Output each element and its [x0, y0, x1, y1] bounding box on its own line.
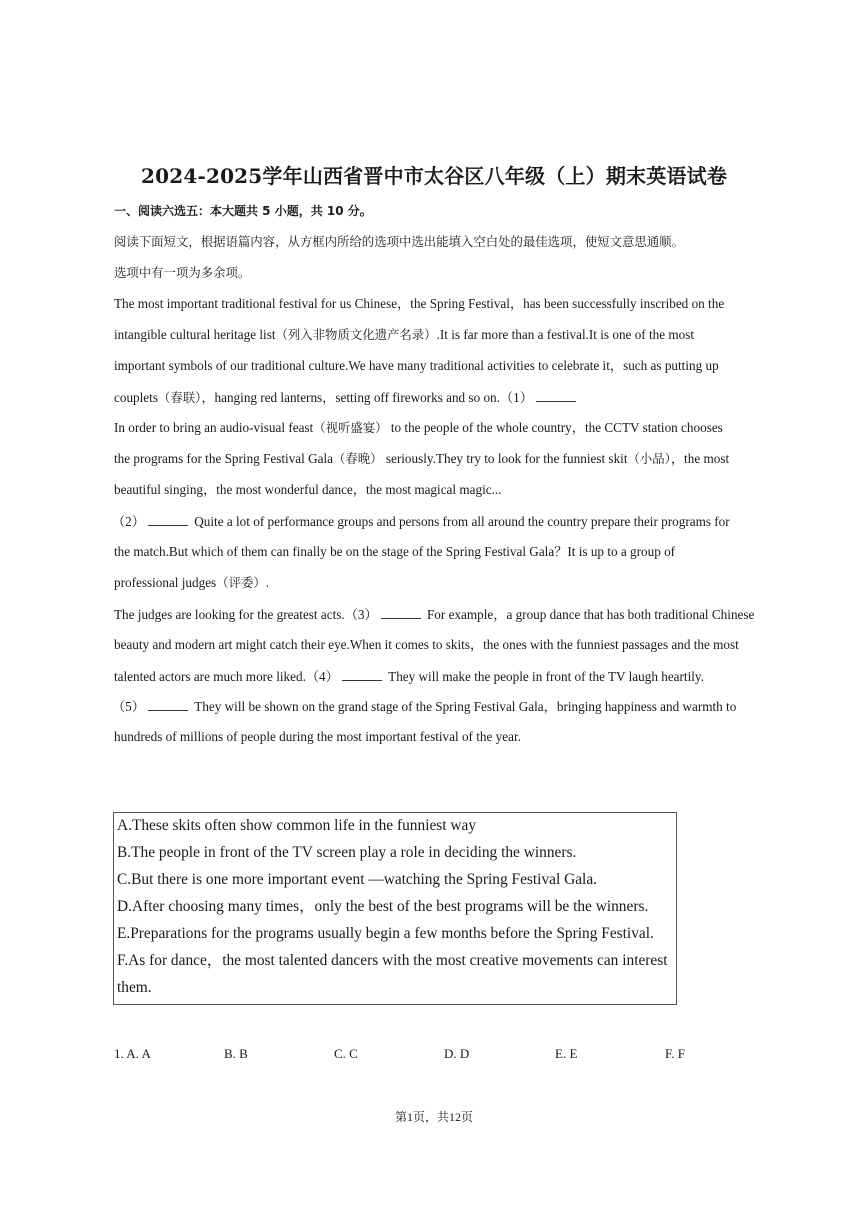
passage-text: The judges are looking for the greatest acts.（3）	[114, 607, 378, 622]
answer-blank-3[interactable]	[381, 606, 421, 619]
passage-line	[114, 575, 756, 591]
option-b: B.The people in front of the TV screen play a role in deciding the winners.	[117, 844, 577, 861]
answer-blank-2[interactable]	[148, 513, 188, 526]
passage-gloss: （小品）	[627, 451, 671, 466]
option-a: A.These skits often show common life in the funniest way	[117, 817, 477, 834]
passage-text: In order to bring an audio-visual feast	[114, 420, 314, 435]
passage-line: The most important traditional festival for us Chinese，the Spring Festival，has been successfully inscribed on the	[114, 296, 725, 311]
passage-line: the match.But which of them can finally be on the stage of the Spring Festival Gala？It is up to a group of	[114, 544, 676, 559]
passage-line: important symbols of our traditional culture.We have many traditional activities to celebrate it，such as putting up	[114, 358, 719, 373]
passage-line: beauty and modern art might catch their eye.When it comes to skits，the ones with the funniest passages and the most	[114, 637, 739, 652]
answer-choice[interactable]: E. E	[555, 1046, 578, 1061]
passage-text: the programs for the Spring Festival Gala	[114, 451, 334, 466]
passage-gloss: （春晚）	[333, 451, 383, 466]
page-footer: 第1页，共12页	[394, 1110, 473, 1124]
passage-text: ，hanging red lanterns，setting off fireworks and so on.（1）	[201, 390, 533, 405]
passage-text: For example，a group dance that has both traditional Chinese	[423, 607, 755, 622]
option-f: F.As for dance，the most talented dancers with the most creative movements can interest	[117, 952, 668, 969]
answer-choice[interactable]: F. F	[665, 1046, 685, 1061]
passage-text: to the people of the whole country，the CCTV station chooses	[387, 420, 723, 435]
passage-gloss: （春联）	[157, 390, 202, 405]
passage-line	[114, 327, 756, 343]
option-d: D.After choosing many times，only the best of the best programs will be the winners.	[117, 898, 649, 915]
passage-line	[114, 668, 756, 685]
passage-line: hundreds of millions of people during the most important festival of the year.	[114, 729, 521, 744]
passage-text: professional judges	[114, 575, 217, 590]
passage-line	[114, 389, 756, 406]
answer-choice[interactable]: 1. A. A	[114, 1046, 151, 1061]
passage-text: ，the most	[670, 451, 730, 466]
page-title: 2024-2025学年山西省晋中市太谷区八年级（上）期末英语试卷	[140, 164, 728, 188]
option-e: E.Preparations for the programs usually begin a few months before the Spring Festival.	[117, 925, 654, 942]
passage-gloss: （评委）	[216, 575, 266, 590]
question-number: （5）	[112, 699, 145, 714]
passage-line	[112, 513, 754, 530]
options-box	[113, 812, 677, 1005]
answer-choice[interactable]: C. C	[334, 1046, 358, 1061]
passage-gloss: （视听盛宴）	[313, 420, 388, 435]
passage-line	[114, 420, 756, 436]
section-heading: 一、阅读六选五：本大题共 5 小题，共 10 分。	[114, 204, 372, 218]
passage-line	[112, 698, 754, 715]
instruction-line: 选项中有一项为多余项。	[114, 265, 251, 280]
instruction-line: 阅读下面短文，根据语篇内容，从方框内所给的选项中选出能填入空白处的最佳选项，使短文意思通顺。	[114, 234, 684, 249]
passage-text: talented actors are much more liked.（4）	[114, 669, 339, 684]
passage-line	[114, 451, 756, 467]
passage-text: They will make the people in front of the TV laugh heartily.	[384, 669, 704, 684]
passage-line: beautiful singing，the most wonderful dance，the most magical magic...	[114, 482, 502, 497]
passage-text: They will be shown on the grand stage of the Spring Festival Gala，bringing happiness and warmth to	[190, 699, 737, 714]
passage-line	[114, 606, 756, 623]
answer-blank-5[interactable]	[148, 698, 188, 711]
option-f-continued: them.	[117, 979, 152, 996]
answer-blank-1[interactable]	[536, 389, 576, 402]
answer-choice[interactable]: D. D	[444, 1046, 470, 1061]
answer-blank-4[interactable]	[342, 668, 382, 681]
passage-text: Quite a lot of performance groups and persons from all around the country prepare their programs for	[190, 514, 730, 529]
question-number: （2）	[112, 514, 145, 529]
passage-text: couplets	[114, 390, 158, 405]
passage-text: seriously.They try to look for the funniest skit	[382, 451, 628, 466]
passage-gloss: （列入非物质文化遗产名录）	[275, 327, 437, 342]
passage-text: intangible cultural heritage list	[114, 327, 276, 342]
option-c: C.But there is one more important event —watching the Spring Festival Gala.	[117, 871, 598, 888]
passage-text: .It is far more than a festival.It is one of the most	[436, 327, 695, 342]
passage-text: .	[265, 575, 270, 590]
answer-choice[interactable]: B. B	[224, 1046, 248, 1061]
